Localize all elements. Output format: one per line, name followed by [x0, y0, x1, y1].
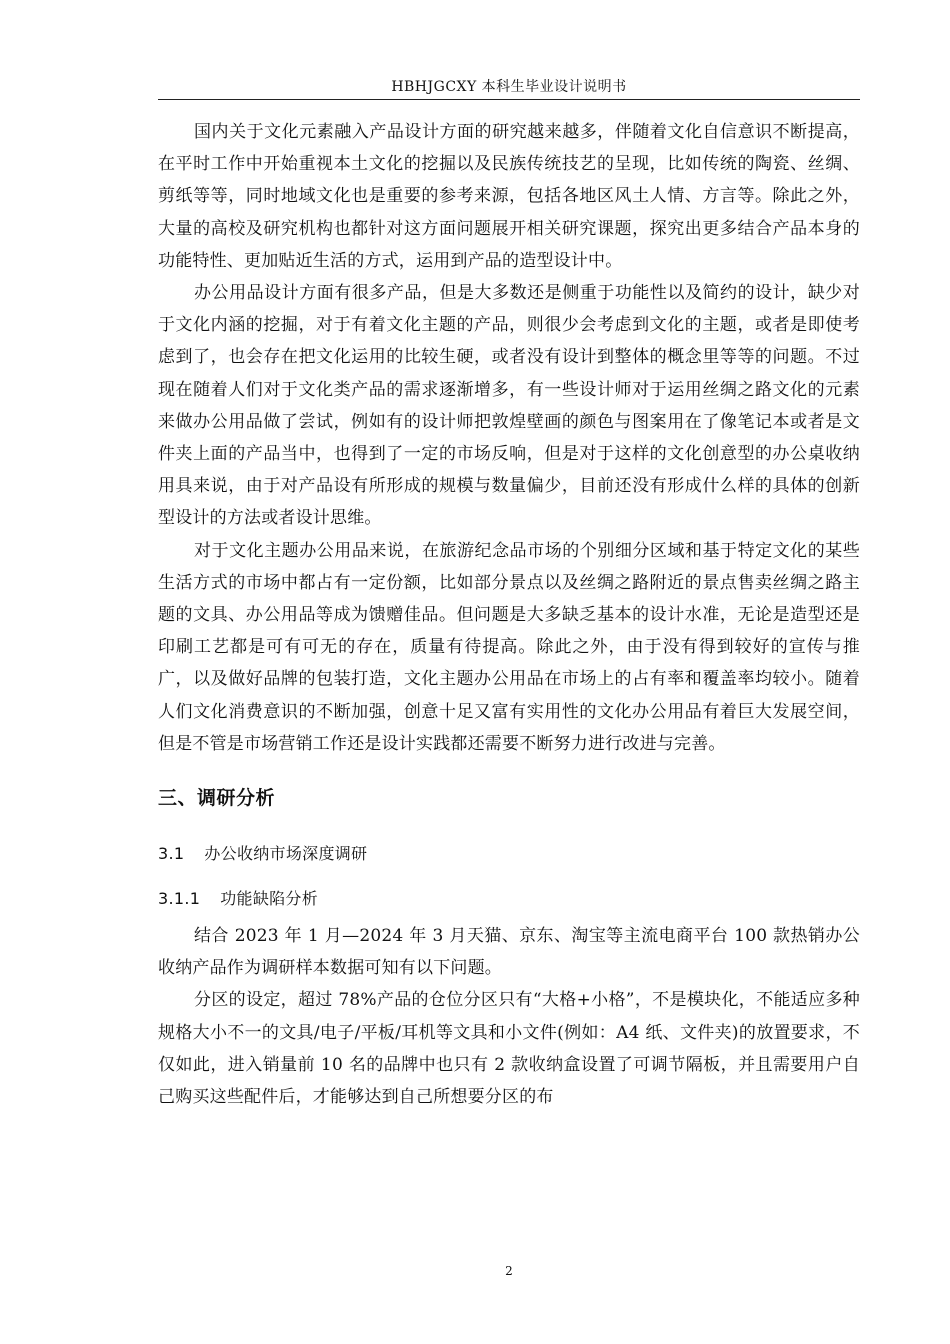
subsubsection-number: 3.1.1 — [158, 889, 201, 909]
subsection-number: 3.1 — [158, 844, 185, 864]
section-heading: 三、调研分析 — [158, 787, 276, 810]
research-paragraph-2: 分区的设定，超过 78%产品的仓位分区只有“大格+小格”，不是模块化，不能适应多种规格大小不一的文具/电子/平板/耳机等文具和小文件(例如：A4 纸、文件夹)的放置要求，不仅如此，进入销量前 10 名的品牌中也只有 2 款收纳盒设置了可调节隔板，并且需要用户自己购买这些配件后，才能够达到自己所想要分区的布 — [158, 990, 860, 1108]
body-paragraph-3: 对于文化主题办公用品来说，在旅游纪念品市场的个别细分区域和基于特定文化的某些生活方式的市场中都占有一定份额，比如部分景点以及丝绸之路附近的景点售卖丝绸之路主题的文具、办公用品等成为馈赠佳品。但问题是大多缺乏基本的设计水准，无论是造型还是印刷工艺都是可有可无的存在，质量有待提高。除此之外，由于没有得到较好的宣传与推广，以及做好品牌的包装打造，文化主题办公用品在市场上的占有率和覆盖率均较小。随着人们文化消费意识的不断加强，创意十足又富有实用性的文化办公用品有着巨大发展空间，但是不管是市场营销工作还是设计实践都还需要不断努力进行改进与完善。 — [158, 540, 860, 754]
body-paragraph-1: 国内关于文化元素融入产品设计方面的研究越来越多，伴随着文化自信意识不断提高，在平时工作中开始重视本土文化的挖掘以及民族传统技艺的呈现，比如传统的陶瓷、丝绸、剪纸等等，同时地域文化也是重要的参考来源，包括各地区风土人情、方言等。除此之外，大量的高校及研究机构也都针对这方面问题展开相关研究课题，探究出更多结合产品本身的功能特性、更加贴近生活的方式，运用到产品的造型设计中。 — [158, 122, 860, 271]
subsubsection-title: 功能缺陷分析 — [220, 889, 319, 909]
research-paragraph-1: 结合 2023 年 1 月—2024 年 3 月天猫、京东、淘宝等主流电商平台 100 款热销办公收纳产品作为调研样本数据可知有以下问题。 — [158, 926, 860, 979]
header-divider — [158, 99, 860, 100]
page-number: 2 — [505, 1264, 513, 1278]
body-paragraph-2: 办公用品设计方面有很多产品，但是大多数还是侧重于功能性以及简约的设计，缺少对于文化内涵的挖掘，对于有着文化主题的产品，则很少会考虑到文化的主题，或者是即使考虑到了，也会存在把文化运用的比较生硬，或者没有设计到整体的概念里等等的问题。不过现在随着人们对于文化类产品的需求逐渐增多，有一些设计师对于运用丝绸之路文化的元素来做办公用品做了尝试，例如有的设计师把敦煌壁画的颜色与图案用在了像笔记本或者是文件夹上面的产品当中，也得到了一定的市场反响，但是对于这样的文化创意型的办公桌收纳用具来说，由于对产品设有所形成的规模与数量偏少，目前还没有形成什么样的具体的创新型设计的方法或者设计思维。 — [158, 283, 860, 529]
subsection-title: 办公收纳市场深度调研 — [204, 844, 368, 864]
subsubsection-heading — [158, 884, 860, 920]
subsection-heading — [158, 839, 860, 884]
page-body — [158, 116, 860, 1113]
running-header: HBHJGCXY 本科生毕业设计说明书 — [391, 79, 627, 95]
